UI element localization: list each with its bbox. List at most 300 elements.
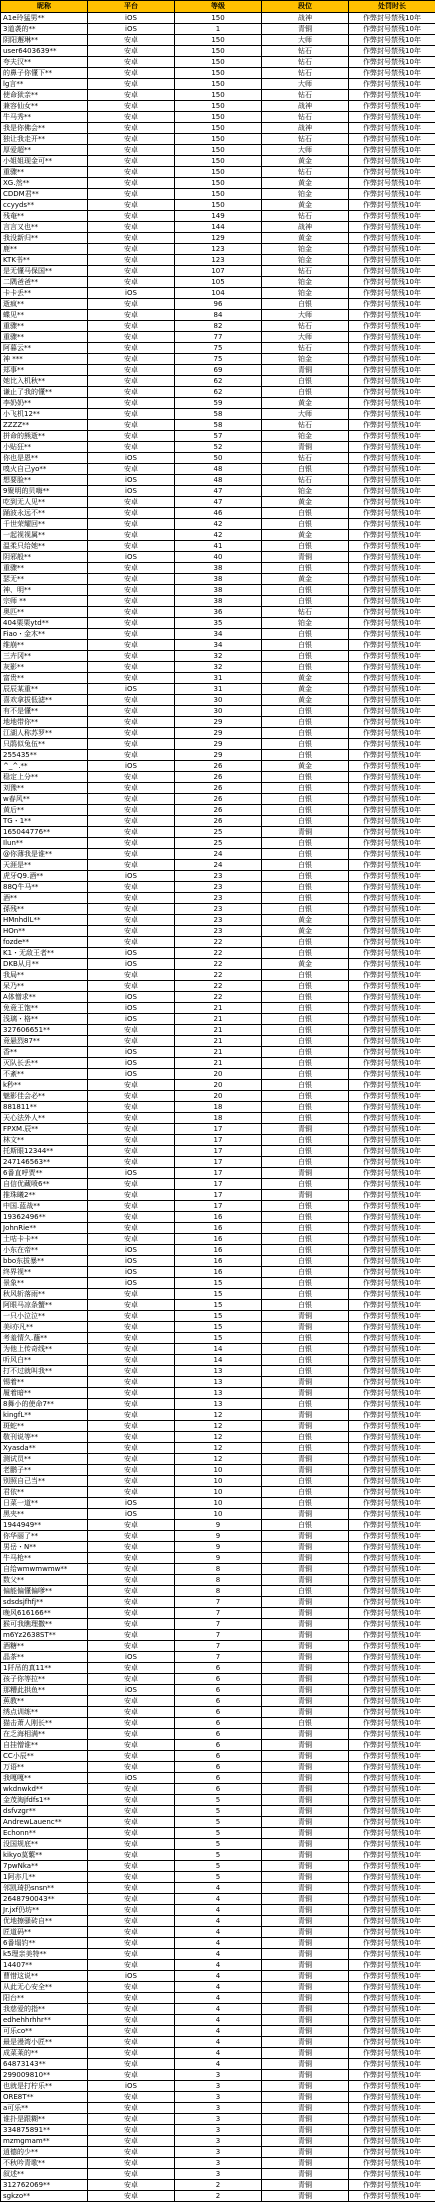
cell-penalty: 作弊封号禁残10年 [349,431,435,442]
cell-level: 3 [175,2147,262,2158]
cell-platform: 安卓 [88,1916,175,1927]
cell-platform: 安卓 [88,574,175,585]
cell-level: 12 [175,1410,262,1421]
cell-level: 22 [175,937,262,948]
cell-level: 3 [175,2103,262,2114]
cell-penalty: 作弊封号禁残10年 [349,475,435,486]
cell-nickname: 厚爱超** [1,145,88,156]
cell-level: 9 [175,1520,262,1531]
cell-penalty: 作弊封号禁残10年 [349,1520,435,1531]
cell-nickname: 88Q牛马** [1,882,88,893]
cell-penalty: 作弊封号禁残10年 [349,1861,435,1872]
cell-platform: iOS [88,288,175,299]
cell-penalty: 作弊封号禁残10年 [349,387,435,398]
cell-penalty: 作弊封号禁残10年 [349,1872,435,1883]
cell-nickname: 299009810** [1,2070,88,2081]
cell-nickname: 247146563** [1,1157,88,1168]
cell-platform: 安卓 [88,79,175,90]
cell-penalty: 作弊封号禁残10年 [349,1949,435,1960]
cell-platform: iOS [88,959,175,970]
cell-penalty: 作弊封号禁残10年 [349,948,435,959]
cell-rank: 白银 [262,1047,349,1058]
cell-level: 13 [175,1377,262,1388]
table-row [1,1971,435,1982]
cell-penalty: 作弊封号禁残10年 [349,332,435,343]
table-row [1,684,435,695]
table-row [1,1377,435,1388]
cell-rank: 黄金 [262,233,349,244]
cell-level: 16 [175,1223,262,1234]
cell-nickname: 偏能偏懂偏嗲** [1,1586,88,1597]
table-row [1,1311,435,1322]
cell-platform: 安卓 [88,1696,175,1707]
table-row [1,882,435,893]
cell-nickname: ccyyds** [1,200,88,211]
cell-platform: 安卓 [88,1641,175,1652]
cell-nickname: 小贴狂** [1,442,88,453]
cell-platform: iOS [88,1058,175,1069]
table-row [1,563,435,574]
cell-penalty: 作弊封号禁残10年 [349,739,435,750]
cell-platform: 安卓 [88,651,175,662]
cell-nickname: 刘豫** [1,783,88,794]
cell-penalty: 作弊封号禁残10年 [349,1971,435,1982]
table-row [1,1487,435,1498]
cell-penalty: 作弊封号禁残10年 [349,1663,435,1674]
cell-level: 32 [175,662,262,673]
cell-penalty: 作弊封号禁残10年 [349,464,435,475]
cell-penalty: 作弊封号禁残10年 [349,123,435,134]
cell-penalty: 作弊封号禁残10年 [349,79,435,90]
cell-platform: 安卓 [88,68,175,79]
cell-level: 21 [175,1058,262,1069]
cell-level: 3 [175,2136,262,2147]
cell-platform: 安卓 [88,2015,175,2026]
cell-level: 41 [175,541,262,552]
cell-nickname: ORE8T** [1,2092,88,2103]
cell-level: 23 [175,904,262,915]
cell-nickname: kingfL** [1,1410,88,1421]
cell-platform: iOS [88,1168,175,1179]
cell-penalty: 作弊封号禁残10年 [349,1102,435,1113]
cell-level: 7 [175,1630,262,1641]
cell-level: 26 [175,761,262,772]
cell-penalty: 作弊封号禁残10年 [349,112,435,123]
cell-penalty: 作弊封号禁残10年 [349,1388,435,1399]
cell-rank: 白银 [262,1201,349,1212]
cell-nickname: 魅影佳会必** [1,1091,88,1102]
cell-penalty: 作弊封号禁残10年 [349,1267,435,1278]
cell-penalty: 作弊封号禁残10年 [349,1399,435,1410]
cell-platform: 安卓 [88,1872,175,1883]
table-row [1,1872,435,1883]
cell-rank: 白银 [262,596,349,607]
cell-level: 7 [175,1641,262,1652]
cell-nickname: 灰影** [1,662,88,673]
cell-platform: 安卓 [88,354,175,365]
cell-rank: 白银 [262,1718,349,1729]
cell-nickname: 免竟王饱** [1,1003,88,1014]
cell-rank: 青铜 [262,1674,349,1685]
cell-penalty: 作弊封号禁残10年 [349,167,435,178]
cell-level: 29 [175,750,262,761]
cell-nickname: ZZZZ** [1,420,88,431]
cell-platform: 安卓 [88,530,175,541]
cell-level: 16 [175,1245,262,1256]
cell-platform: 安卓 [88,970,175,981]
cell-penalty: 作弊封号禁残10年 [349,1146,435,1157]
cell-rank: 青铜 [262,2125,349,2136]
cell-rank: 白银 [262,1498,349,1509]
cell-rank: 青铜 [262,2037,349,2048]
cell-nickname: 辰辰某重** [1,684,88,695]
cell-penalty: 作弊封号禁残10年 [349,1839,435,1850]
cell-rank: 青铜 [262,2180,349,2191]
cell-penalty: 作弊封号禁残10年 [349,1157,435,1168]
cell-level: 31 [175,684,262,695]
cell-penalty: 作弊封号禁残10年 [349,1641,435,1652]
cell-platform: 安卓 [88,1795,175,1806]
table-row [1,2180,435,2191]
cell-nickname: AndrewLauenc** [1,1817,88,1828]
cell-nickname: 重骤** [1,321,88,332]
table-row [1,849,435,860]
cell-platform: 安卓 [88,2092,175,2103]
cell-rank: 青铜 [262,442,349,453]
table-row [1,1212,435,1223]
cell-level: 4 [175,2048,262,2059]
cell-penalty: 作弊封号禁残10年 [349,1476,435,1487]
cell-rank: 白银 [262,904,349,915]
table-row [1,662,435,673]
cell-nickname: 踊波永远不** [1,508,88,519]
cell-level: 17 [175,1146,262,1157]
table-row [1,1630,435,1641]
table-row [1,277,435,288]
cell-platform: 安卓 [88,508,175,519]
cell-level: 6 [175,1773,262,1784]
table-row [1,1300,435,1311]
cell-rank: 白银 [262,1091,349,1102]
cell-rank: 青铜 [262,2026,349,2037]
cell-nickname: 绣点训练** [1,1707,88,1718]
cell-rank: 白银 [262,1223,349,1234]
cell-nickname: 江湖人称苏罗** [1,728,88,739]
cell-rank: 白银 [262,1344,349,1355]
table-row [1,1146,435,1157]
cell-level: 38 [175,574,262,585]
table-row [1,1619,435,1630]
cell-penalty: 作弊封号禁残10年 [349,1817,435,1828]
table-row [1,2037,435,2048]
cell-platform: 安卓 [88,266,175,277]
cell-penalty: 作弊封号禁残10年 [349,1487,435,1498]
cell-penalty: 作弊封号禁残10年 [349,585,435,596]
table-row [1,343,435,354]
cell-rank: 白银 [262,717,349,728]
cell-penalty: 作弊封号禁残10年 [349,1465,435,1476]
cell-platform: 安卓 [88,442,175,453]
cell-rank: 钻石 [262,134,349,145]
cell-nickname: 为他上传奇线** [1,1344,88,1355]
cell-level: 150 [175,13,262,24]
cell-rank: 青铜 [262,2015,349,2026]
cell-nickname: 竟悬烈87** [1,1036,88,1047]
cell-penalty: 作弊封号禁残10年 [349,1707,435,1718]
table-row [1,299,435,310]
cell-penalty: 作弊封号禁残10年 [349,1542,435,1553]
cell-level: 8 [175,1575,262,1586]
table-row [1,2004,435,2015]
cell-penalty: 作弊封号禁残10年 [349,1443,435,1454]
cell-penalty: 作弊封号禁残10年 [349,244,435,255]
cell-level: 34 [175,640,262,651]
cell-level: 4 [175,1883,262,1894]
cell-rank: 铂金 [262,486,349,497]
cell-rank: 青铜 [262,1410,349,1421]
cell-nickname: 是无懂马保国** [1,266,88,277]
cell-nickname: kikyo莫蘩** [1,1850,88,1861]
cell-level: 13 [175,1399,262,1410]
cell-platform: 安卓 [88,2158,175,2169]
cell-rank: 钻石 [262,343,349,354]
cell-nickname: 的鼻子你懂下** [1,68,88,79]
table-row [1,68,435,79]
cell-level: 3 [175,2114,262,2125]
cell-nickname: 言言又也** [1,222,88,233]
cell-nickname: 晚风616166** [1,1608,88,1619]
cell-penalty: 作弊封号禁残10年 [349,1982,435,1993]
cell-nickname: 美i亦凡** [1,1322,88,1333]
cell-level: 36 [175,607,262,618]
cell-rank: 青铜 [262,1729,349,1740]
cell-nickname: 猴可我瞧理撒** [1,1619,88,1630]
table-row [1,1597,435,1608]
cell-rank: 黄金 [262,178,349,189]
cell-level: 21 [175,1014,262,1025]
cell-penalty: 作弊封号禁残10年 [349,1597,435,1608]
cell-nickname: 履着暗** [1,1388,88,1399]
cell-penalty: 作弊封号禁残10年 [349,2103,435,2114]
cell-rank: 白银 [262,1146,349,1157]
cell-platform: 安卓 [88,112,175,123]
table-row [1,1861,435,1872]
cell-platform: 安卓 [88,1091,175,1102]
cell-nickname: FPXM.辰** [1,1124,88,1135]
cell-rank: 白银 [262,1256,349,1267]
cell-penalty: 作弊封号禁残10年 [349,1047,435,1058]
cell-level: 150 [175,178,262,189]
cell-platform: 安卓 [88,816,175,827]
cell-level: 4 [175,1938,262,1949]
cell-platform: 安卓 [88,1542,175,1553]
cell-level: 18 [175,1113,262,1124]
cell-platform: 安卓 [88,519,175,530]
cell-penalty: 作弊封号禁残10年 [349,1619,435,1630]
cell-platform: 安卓 [88,2169,175,2180]
table-row [1,420,435,431]
cell-nickname: 重骤** [1,332,88,343]
cell-platform: 安卓 [88,1212,175,1223]
cell-nickname: 终界视** [1,1267,88,1278]
cell-nickname: 404栗栗ytd** [1,618,88,629]
cell-rank: 青铜 [262,1740,349,1751]
table-row [1,1828,435,1839]
cell-rank: 大师 [262,145,349,156]
table-row [1,321,435,332]
cell-penalty: 作弊封号禁残10年 [349,200,435,211]
table-row [1,1025,435,1036]
cell-nickname: 黑夹** [1,1509,88,1520]
cell-nickname: K1・无敌王者** [1,948,88,959]
cell-level: 30 [175,695,262,706]
cell-rank: 青铜 [262,827,349,838]
cell-penalty: 作弊封号禁残10年 [349,904,435,915]
cell-penalty: 作弊封号禁残10年 [349,2092,435,2103]
cell-rank: 大师 [262,310,349,321]
cell-rank: 青铜 [262,1993,349,2004]
cell-penalty: 作弊封号禁残10年 [349,2147,435,2158]
cell-rank: 青铜 [262,1949,349,1960]
cell-penalty: 作弊封号禁残10年 [349,1652,435,1663]
cell-nickname: 瑟无** [1,574,88,585]
table-row [1,1454,435,1465]
cell-penalty: 作弊封号禁残10年 [349,893,435,904]
cell-penalty: 作弊封号禁残10年 [349,684,435,695]
table-row [1,596,435,607]
cell-platform: 安卓 [88,1663,175,1674]
cell-platform: 安卓 [88,57,175,68]
cell-level: 15 [175,1289,262,1300]
cell-level: 6 [175,1696,262,1707]
cell-platform: 安卓 [88,134,175,145]
cell-platform: iOS [88,1498,175,1509]
cell-nickname: 可乐co** [1,2026,88,2037]
cell-rank: 钻石 [262,453,349,464]
cell-nickname: 宗师 ** [1,596,88,607]
cell-level: 4 [175,1916,262,1927]
cell-platform: 安卓 [88,178,175,189]
cell-level: 2 [175,2191,262,2202]
cell-nickname: 温柔只给她** [1,541,88,552]
cell-rank: 青铜 [262,1773,349,1784]
table-row [1,640,435,651]
cell-rank: 青铜 [262,1641,349,1652]
cell-nickname: 327606651** [1,1025,88,1036]
cell-nickname: lg言** [1,79,88,90]
cell-penalty: 作弊封号禁残10年 [349,2059,435,2070]
cell-nickname: 千世荣耀回** [1,519,88,530]
cell-level: 5 [175,1872,262,1883]
cell-rank: 白银 [262,937,349,948]
cell-platform: 安卓 [88,46,175,57]
cell-nickname: 君依** [1,1487,88,1498]
cell-level: 18 [175,1102,262,1113]
cell-level: 6 [175,1751,262,1762]
cell-nickname: 猫击萧人刚长** [1,1718,88,1729]
table-row [1,112,435,123]
cell-level: 150 [175,167,262,178]
table-row [1,1553,435,1564]
table-row [1,1443,435,1454]
cell-penalty: 作弊封号禁残10年 [349,222,435,233]
cell-penalty: 作弊封号禁残10年 [349,1036,435,1047]
cell-rank: 战神 [262,101,349,112]
cell-level: 52 [175,442,262,453]
cell-nickname: A1e玲猛男** [1,13,88,24]
cell-rank: 白银 [262,1487,349,1498]
cell-penalty: 作弊封号禁残10年 [349,882,435,893]
cell-penalty: 作弊封号禁残10年 [349,849,435,860]
cell-level: 13 [175,1388,262,1399]
cell-platform: 安卓 [88,1289,175,1300]
cell-penalty: 作弊封号禁残10年 [349,1168,435,1179]
cell-nickname: 1阡吊的真11** [1,1663,88,1674]
cell-rank: 白银 [262,1157,349,1168]
cell-penalty: 作弊封号禁残10年 [349,497,435,508]
cell-level: 59 [175,398,262,409]
cell-rank: 白银 [262,464,349,475]
cell-rank: 白银 [262,838,349,849]
cell-penalty: 作弊封号禁残10年 [349,1432,435,1443]
cell-platform: 安卓 [88,156,175,167]
cell-level: 30 [175,706,262,717]
table-row [1,2026,435,2037]
cell-nickname: 阿暮云** [1,343,88,354]
cell-penalty: 作弊封号禁残10年 [349,2169,435,2180]
cell-nickname: 二隅爸爸** [1,277,88,288]
cell-platform: 安卓 [88,123,175,134]
table-row [1,1366,435,1377]
header-row [1,1,435,13]
table-row [1,2015,435,2026]
table-row [1,1707,435,1718]
table-row [1,992,435,1003]
col-header-platform: 平台 [88,1,175,13]
cell-platform: 安卓 [88,1982,175,1993]
cell-rank: 钻石 [262,211,349,222]
table-row [1,1421,435,1432]
cell-rank: 青铜 [262,1322,349,1333]
cell-level: 16 [175,1212,262,1223]
cell-level: 8 [175,1564,262,1575]
cell-rank: 青铜 [262,2191,349,2202]
cell-platform: 安卓 [88,244,175,255]
cell-level: 5 [175,1861,262,1872]
cell-platform: 安卓 [88,2147,175,2158]
cell-level: 15 [175,1278,262,1289]
cell-rank: 黄金 [262,761,349,772]
cell-platform: 安卓 [88,2059,175,2070]
cell-platform: 安卓 [88,981,175,992]
cell-penalty: 作弊封号禁残10年 [349,629,435,640]
cell-level: 7 [175,1652,262,1663]
table-row [1,200,435,211]
cell-penalty: 作弊封号禁残10年 [349,486,435,497]
cell-level: 40 [175,552,262,563]
cell-rank: 白银 [262,805,349,816]
cell-penalty: 作弊封号禁残10年 [349,1608,435,1619]
cell-penalty: 作弊封号禁残10年 [349,1190,435,1201]
cell-platform: 安卓 [88,1586,175,1597]
cell-nickname: @你薄我是谁** [1,849,88,860]
cell-rank: 白银 [262,772,349,783]
cell-platform: 安卓 [88,1861,175,1872]
cell-nickname: 邻凯琦扔snsn** [1,1883,88,1894]
cell-platform: iOS [88,761,175,772]
table-row [1,398,435,409]
table-row [1,310,435,321]
